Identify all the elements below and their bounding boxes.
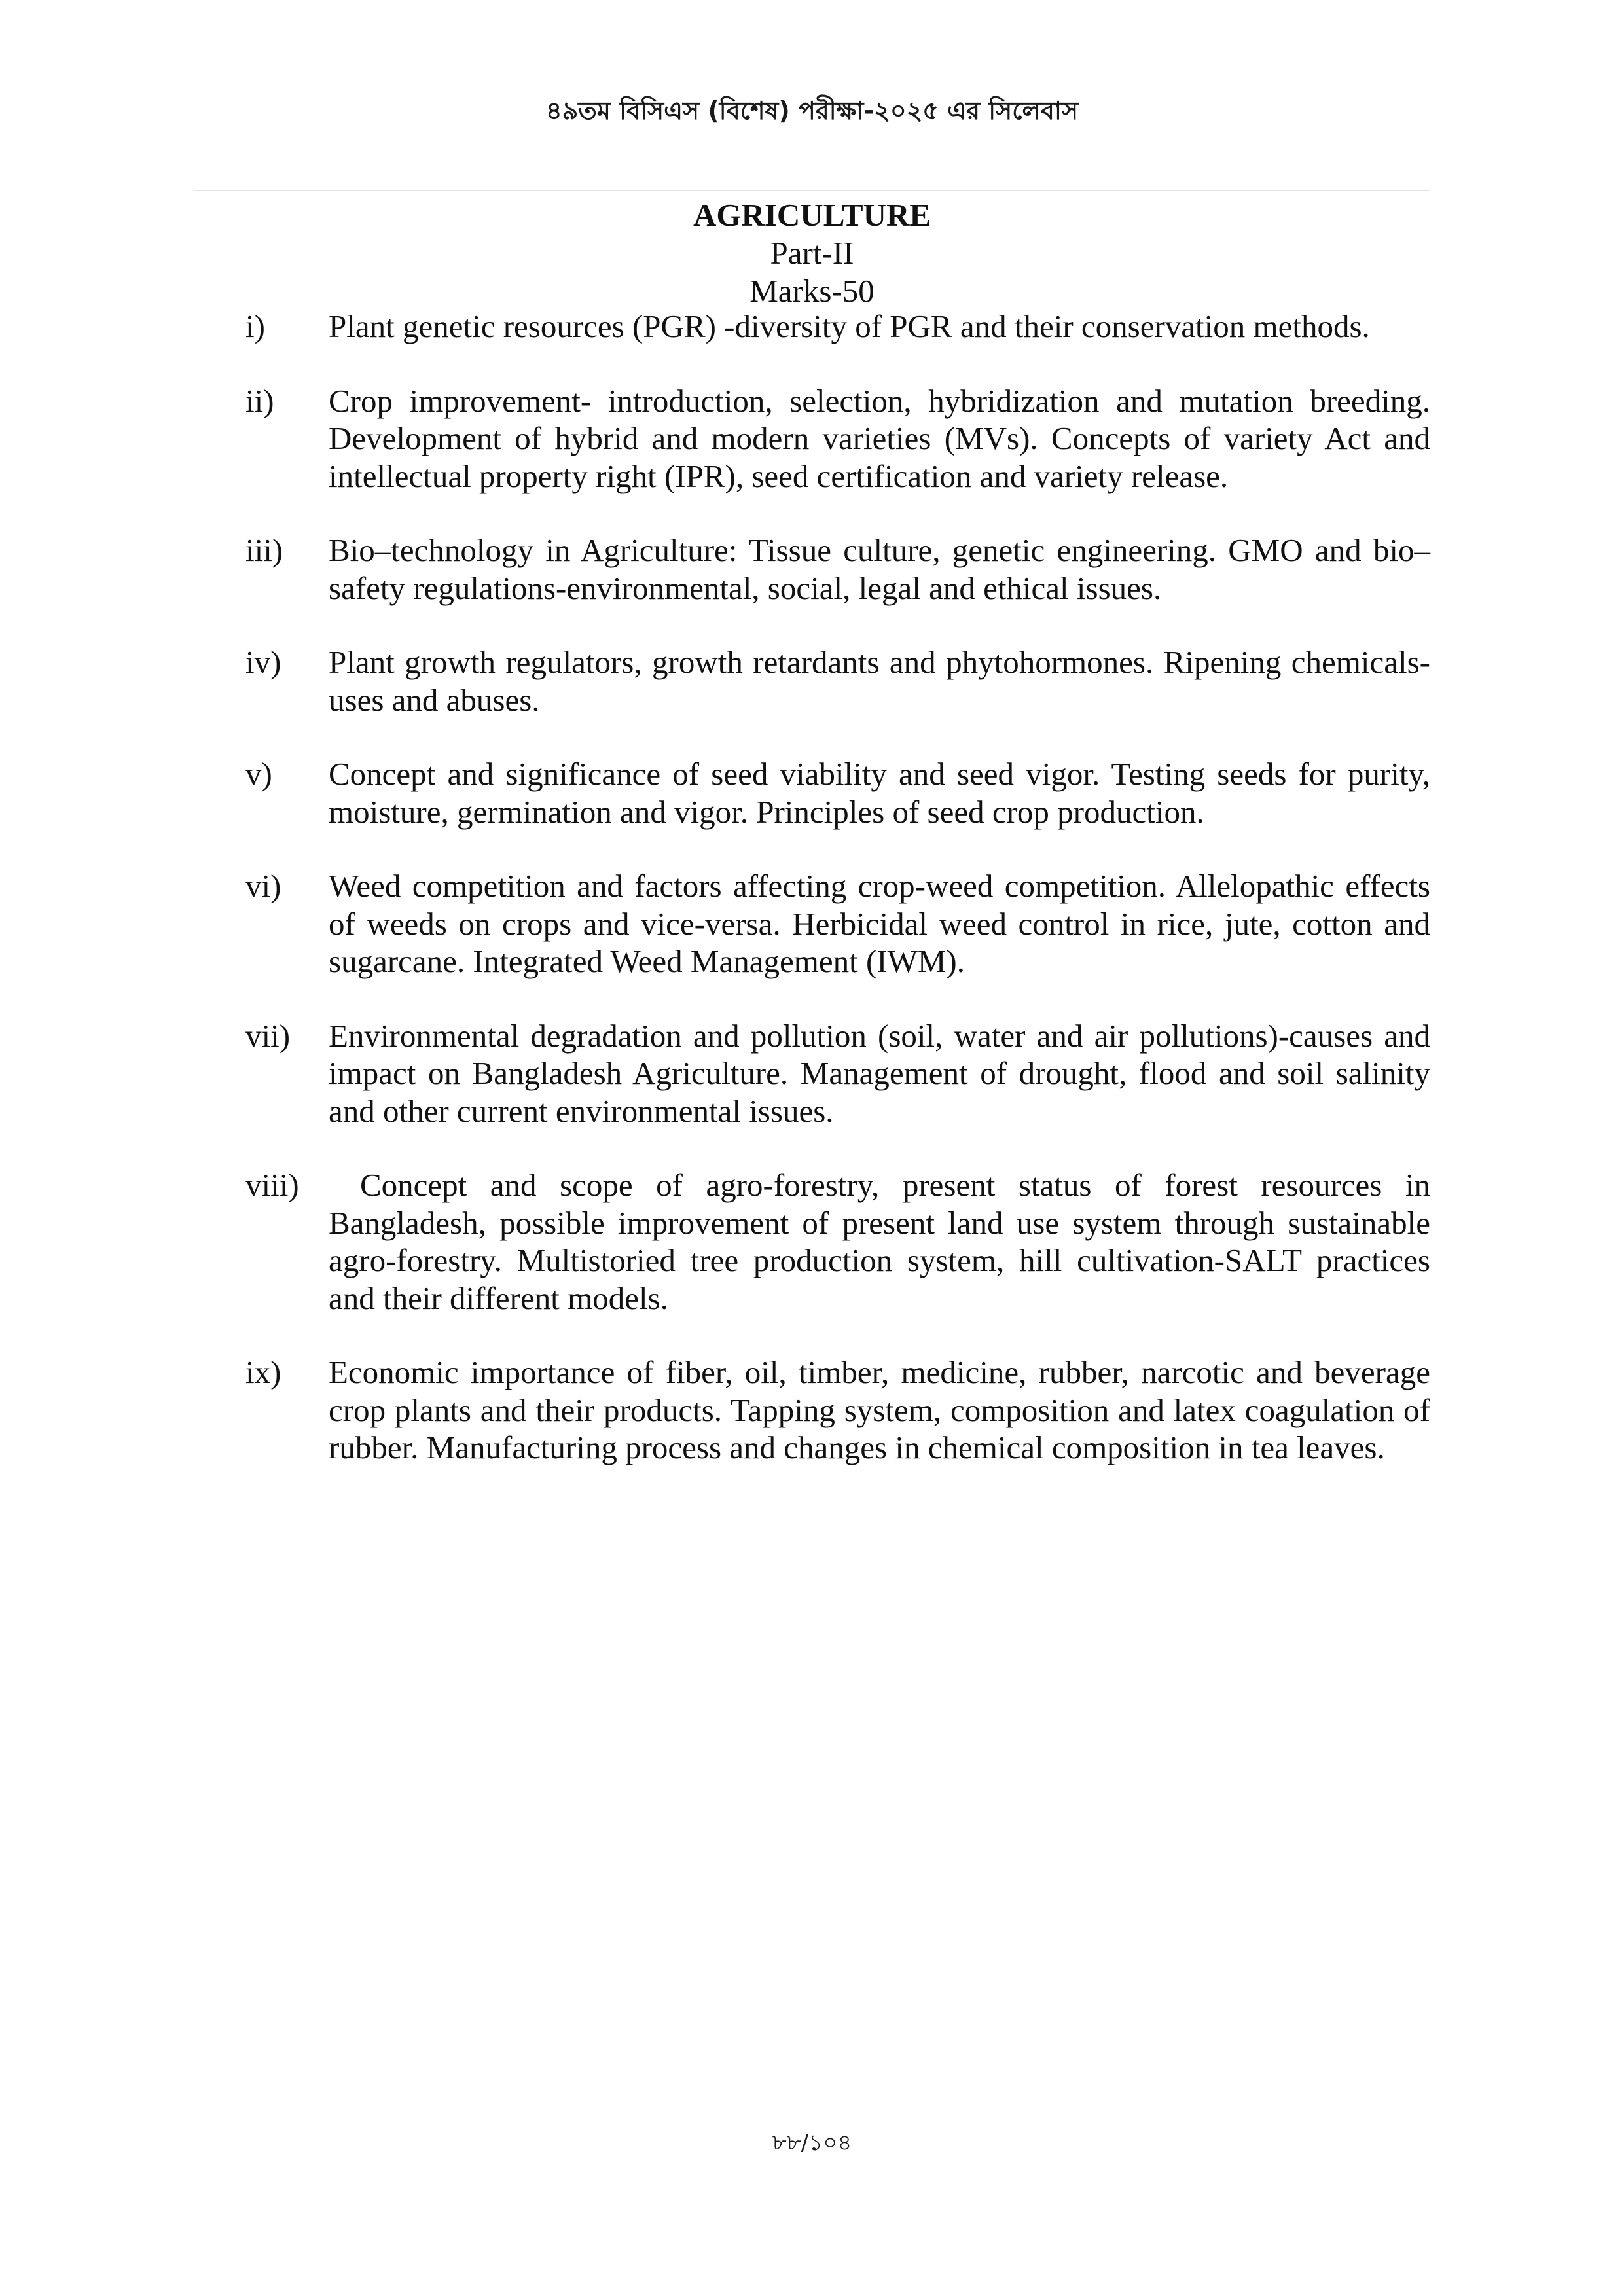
item-number: vi) xyxy=(245,868,281,904)
item-number: i) xyxy=(245,308,265,344)
item-text: Bio–technology in Agriculture: Tissue culture, genetic engineering. GMO and bio–safety regulations-environmental, social, legal and ethical issues. xyxy=(329,532,1430,606)
list-item xyxy=(245,1017,1430,1130)
item-number: iii) xyxy=(245,532,283,568)
item-number: ii) xyxy=(245,382,274,419)
header-divider xyxy=(193,190,1430,191)
subject-title: AGRICULTURE xyxy=(693,197,931,233)
item-text: Concept and significance of seed viability and seed vigor. Testing seeds for purity, moisture, germination and vigor. Principles of seed crop production. xyxy=(329,756,1430,830)
title-block xyxy=(0,196,1624,310)
item-text: Economic importance of fiber, oil, timber, medicine, rubber, narcotic and beverage crop plants and their products. Tapping system, composition and latex coagulation of rubber. Manufacturing process and changes in chemical composition in tea leaves. xyxy=(329,1354,1430,1465)
list-item xyxy=(245,382,1430,495)
item-text: Plant growth regulators, growth retardants and phytohormones. Ripening chemicals-uses and abuses. xyxy=(329,644,1430,718)
list-item xyxy=(245,867,1430,980)
syllabus-list xyxy=(245,308,1430,1503)
list-item xyxy=(245,755,1430,831)
list-item xyxy=(245,1166,1430,1317)
item-number: ix) xyxy=(245,1354,281,1390)
page-header: ৪৯তম বিসিএস (বিশেষ) পরীক্ষা-২০২৫ এর সিলেবাস xyxy=(545,96,1079,125)
list-item xyxy=(245,308,1430,346)
marks-label: Marks-50 xyxy=(749,273,875,309)
list-item xyxy=(245,643,1430,719)
item-number: viii) xyxy=(245,1167,299,1203)
part-label: Part-II xyxy=(770,235,854,271)
item-number: iv) xyxy=(245,644,281,680)
list-item xyxy=(245,1354,1430,1467)
item-number: v) xyxy=(245,756,272,792)
page-number: ৮৮/১০৪ xyxy=(772,2130,852,2156)
item-number: vii) xyxy=(245,1017,291,1054)
item-text: Crop improvement- introduction, selection, hybridization and mutation breeding. Development of hybrid and modern varieties (MVs). Concepts of variety Act and intellectual property right (IPR), seed certification and variety release. xyxy=(329,382,1430,494)
list-item xyxy=(245,531,1430,607)
item-text: Weed competition and factors affecting crop-weed competition. Allelopathic effects of weeds on crops and vice-versa. Herbicidal weed control in rice, jute, cotton and sugarcane. Integrated Weed Management (IWM). xyxy=(329,868,1430,979)
item-text: Environmental degradation and pollution (soil, water and air pollutions)-causes and impact on Bangladesh Agriculture. Management of drought, flood and soil salinity and other current environmental issues. xyxy=(329,1017,1430,1129)
item-text: Plant genetic resources (PGR) -diversity of PGR and their conservation methods. xyxy=(329,308,1370,344)
item-text: Concept and scope of agro-forestry, present status of forest resources in Bangladesh, possible improvement of present land use system through sustainable agro-forestry. Multistoried tree production system, hill cultivation-SALT practices and their different models. xyxy=(329,1167,1430,1316)
